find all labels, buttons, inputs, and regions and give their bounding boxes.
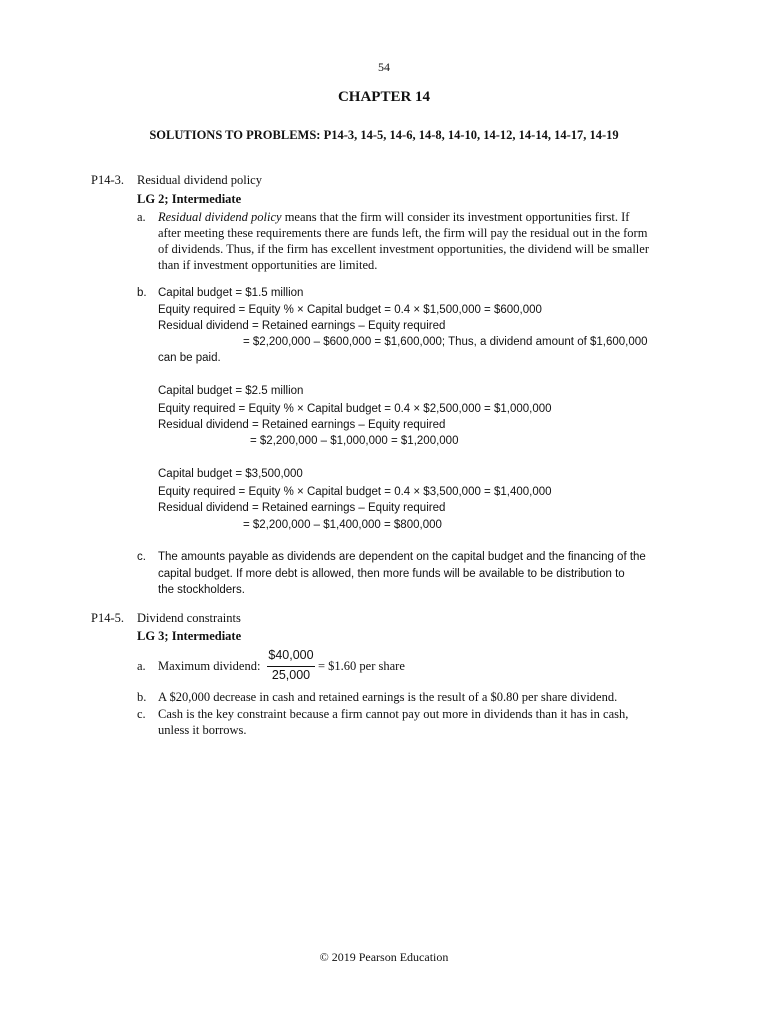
problem-title-p14-5: Dividend constraints [137,611,241,625]
fraction-bar [267,666,315,667]
fraction-numerator: $40,000 [268,648,314,662]
p14-3-c-line-2: capital budget. If more debt is allowed, then more funds will be available to be distribution to [158,568,625,580]
b2-residual-dividend: Residual dividend = Retained earnings – Equity required [158,419,446,431]
item-marker-a: a. [137,210,146,224]
solutions-heading: SOLUTIONS TO PROBLEMS: P14-3, 14-5, 14-6, 14-8, 14-10, 14-12, 14-14, 14-17, 14-19 [149,128,619,142]
item-marker-c: c. [137,551,146,563]
b2-capital-budget: Capital budget = $2.5 million [158,385,304,397]
b2-residual-calc: = $2,200,000 – $1,000,000 = $1,200,000 [250,435,459,447]
fraction-denominator: 25,000 [271,668,311,682]
item-marker-a: a. [137,659,146,673]
b2-equity-required: Equity required = Equity % × Capital budget = 0.4 × $2,500,000 = $1,000,000 [158,403,552,415]
item-marker-b: b. [137,287,147,299]
problem-number-p14-3: P14-3. [91,173,124,187]
p14-3-c-line-3: the stockholders. [158,584,245,596]
problem-number-p14-5: P14-5. [91,611,124,625]
p14-3-a-line-3: of dividends. Thus, if the firm has excellent investment opportunities, the dividend will be smaller [158,242,649,256]
b3-equity-required: Equity required = Equity % × Capital budget = 0.4 × $3,500,000 = $1,400,000 [158,486,552,498]
b3-residual-dividend: Residual dividend = Retained earnings – Equity required [158,502,446,514]
p14-5-b-text: A $20,000 decrease in cash and retained earnings is the result of a $0.80 per share dividend. [158,690,618,704]
per-share-result: = $1.60 per share [318,659,405,673]
italic-term: Residual dividend policy [158,210,282,224]
p14-3-a-line-1: Residual dividend policy means that the firm will consider its investment opportunities first. If [158,210,630,224]
maximum-dividend-label: Maximum dividend: [158,659,261,673]
b1-capital-budget: Capital budget = $1.5 million [158,287,304,299]
item-marker-b: b. [137,690,147,704]
chapter-title: CHAPTER 14 [337,89,431,105]
b1-residual-calc: = $2,200,000 – $600,000 = $1,600,000; Thus, a dividend amount of $1,600,000 [243,336,648,348]
p14-5-c-line-1: Cash is the key constraint because a firm cannot pay out more in dividends than it has in cash, [158,707,629,721]
page-number: 54 [378,60,390,74]
copyright-footer: © 2019 Pearson Education [319,950,449,964]
learning-goal-p14-3: LG 2; Intermediate [137,192,242,206]
p14-3-a-line-4: than if investment opportunities are limited. [158,258,378,272]
b1-conclusion: can be paid. [158,352,221,364]
problem-title-p14-3: Residual dividend policy [137,173,262,187]
p14-3-c-line-1: The amounts payable as dividends are dependent on the capital budget and the financing of the [158,551,646,563]
b1-residual-dividend: Residual dividend = Retained earnings – Equity required [158,320,446,332]
b3-capital-budget: Capital budget = $3,500,000 [158,468,303,480]
b3-residual-calc: = $2,200,000 – $1,400,000 = $800,000 [243,519,442,531]
p14-3-a-line-2: after meeting these requirements there are funds left, the firm will pay the residual out in the form [158,226,648,240]
b1-equity-required: Equity required = Equity % × Capital budget = 0.4 × $1,500,000 = $600,000 [158,304,542,316]
learning-goal-p14-5: LG 3; Intermediate [137,629,242,643]
item-marker-c: c. [137,707,146,721]
p14-5-c-line-2: unless it borrows. [158,723,247,737]
